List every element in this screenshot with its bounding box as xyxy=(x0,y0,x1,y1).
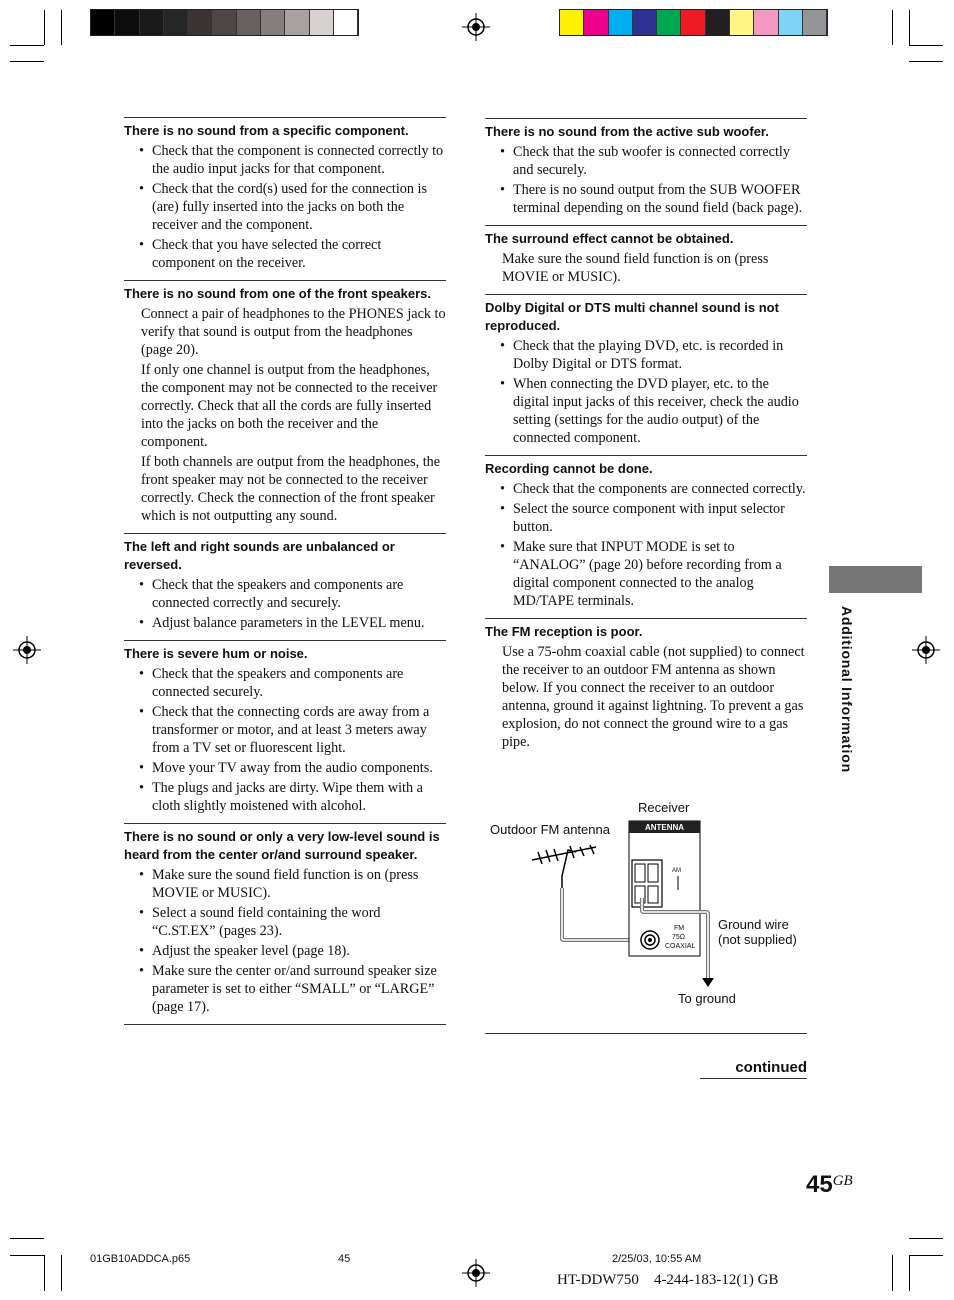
footer-model-name: HT-DDW750 xyxy=(557,1272,639,1288)
gray-swatch xyxy=(115,10,139,35)
bullet-list xyxy=(485,480,807,610)
fm-terminal-label: FM xyxy=(674,925,685,932)
gray-swatch xyxy=(334,10,358,35)
section-unbalanced-sounds xyxy=(124,533,446,640)
ground-wire-line2: (not supplied) xyxy=(718,932,797,947)
coaxial-label: COAXIAL xyxy=(665,943,696,950)
section-sub-woofer xyxy=(485,118,807,225)
section-heading: There is no sound or only a very low-level sound is heard from the center or/and surround speaker. xyxy=(124,829,440,862)
footer-date: 2/25/03, 10:55 AM xyxy=(612,1253,702,1265)
gray-swatch xyxy=(188,10,212,35)
outdoor-antenna-label: Outdoor FM antenna xyxy=(490,822,610,837)
list-item: • Move your TV away from the audio components. xyxy=(152,759,446,777)
gray-swatch xyxy=(164,10,188,35)
list-item: • Select a sound field containing the word “C.ST.EX” (pages 23). xyxy=(152,904,446,940)
page-number xyxy=(806,1166,853,1200)
list-item: • Check that the cord(s) used for the connection is (are) fully inserted into the jacks on both the receiver and the component. xyxy=(152,180,446,234)
section-fm-reception xyxy=(485,618,807,759)
list-item: • Make sure the sound field function is on (press MOVIE or MUSIC). xyxy=(152,866,446,902)
color-swatch xyxy=(681,10,705,35)
gray-swatch xyxy=(285,10,309,35)
list-item: • Check that the sub woofer is connected correctly and securely. xyxy=(513,143,807,179)
ground-wire-label xyxy=(718,917,797,947)
section-heading: Dolby Digital or DTS multi channel sound is not reproduced. xyxy=(485,300,779,333)
footer-model-code: 4-244-183-12(1) GB xyxy=(653,1272,779,1288)
list-item: • When connecting the DVD player, etc. to the digital input jacks of this receiver, check the audio setting (settings for the audio output) of the connected component. xyxy=(513,375,807,447)
footer-page: 45 xyxy=(338,1253,351,1265)
list-item: • Check that the component is connected correctly to the audio input jacks for that component. xyxy=(152,142,446,178)
list-item: • Check that the playing DVD, etc. is recorded in Dolby Digital or DTS format. xyxy=(513,337,807,373)
gray-swatch xyxy=(140,10,164,35)
section-hum-or-noise xyxy=(124,640,446,823)
registration-mark-right xyxy=(912,636,940,664)
paragraph: Make sure the sound field function is on (press MOVIE or MUSIC). xyxy=(502,251,769,285)
color-swatch xyxy=(754,10,778,35)
list-item: • Check that the speakers and components are connected correctly and securely. xyxy=(152,576,446,612)
list-item: • Make sure that INPUT MODE is set to “ANALOG” (page 20) before recording from a digital component connected to the analog MD/TAPE terminals. xyxy=(513,538,807,610)
section-heading: There is no sound from one of the front speakers. xyxy=(124,286,431,301)
to-ground-label: To ground xyxy=(678,991,736,1006)
list-item: • Check that the components are connected correctly. xyxy=(513,480,807,498)
paragraph: Use a 75-ohm coaxial cable (not supplied) to connect the receiver to an outdoor FM antenna as shown below. If you connect the receiver to an outdoor antenna, ground it against lightning. To prevent a gas explosion, do not connect the ground wire to a gas pipe. xyxy=(502,644,805,750)
gray-swatch xyxy=(91,10,115,35)
arrow-down-icon xyxy=(702,978,714,987)
section-surround-effect xyxy=(485,225,807,294)
section-no-sound-specific-component xyxy=(124,117,446,280)
color-swatch xyxy=(779,10,803,35)
right-column xyxy=(485,118,807,759)
list-item: • Select the source component with input selector button. xyxy=(513,500,807,536)
list-item: • Adjust the speaker level (page 18). xyxy=(152,942,446,960)
paragraph: If only one channel is output from the headphones, the component may not be connected to the receiver correctly. Check that all the cords are fully inserted into the jacks on both the receiver and the component. xyxy=(141,362,438,450)
grayscale-color-bar xyxy=(90,9,359,36)
process-color-bar xyxy=(559,9,828,36)
color-swatch xyxy=(730,10,754,35)
bullet-list xyxy=(485,337,807,447)
section-no-sound-front-speaker xyxy=(124,280,446,533)
color-swatch xyxy=(560,10,584,35)
list-item: • There is no sound output from the SUB WOOFER terminal depending on the sound field (back page). xyxy=(513,181,807,217)
receiver-label: Receiver xyxy=(638,800,690,815)
paragraph: Connect a pair of headphones to the PHONES jack to verify that sound is output from the headphones (page 20). xyxy=(141,306,446,358)
section-center-surround-sound xyxy=(124,823,446,1025)
paragraph: If both channels are output from the headphones, the front speaker may not be connected to the receiver correctly. Check the connection of the front speaker which is not outputting any sound. xyxy=(141,454,441,524)
am-terminal-label: AM xyxy=(672,868,681,874)
list-item: • Check that the connecting cords are away from a transformer or motor, and at least 3 meters away from a TV set or fluorescent light. xyxy=(152,703,446,757)
list-item: • The plugs and jacks are dirty. Wipe them with a cloth slightly moistened with alcohol. xyxy=(152,779,446,815)
color-swatch xyxy=(706,10,730,35)
section-heading: Recording cannot be done. xyxy=(485,461,653,476)
footer-model xyxy=(557,1271,779,1289)
color-swatch xyxy=(609,10,633,35)
bullet-list xyxy=(124,576,446,632)
section-heading: The FM reception is poor. xyxy=(485,624,643,639)
gray-swatch xyxy=(310,10,334,35)
footer-file-name: 01GB10ADDCA.p65 xyxy=(90,1253,191,1265)
color-swatch xyxy=(633,10,657,35)
list-item: • Adjust balance parameters in the LEVEL menu. xyxy=(152,614,446,632)
bullet-list xyxy=(124,866,446,1016)
section-heading: There is no sound from the active sub woofer. xyxy=(485,124,769,139)
bullet-list xyxy=(124,142,446,272)
bullet-list xyxy=(485,143,807,217)
list-item: • Check that you have selected the correct component on the receiver. xyxy=(152,236,446,272)
section-heading: The left and right sounds are unbalanced or reversed. xyxy=(124,539,395,572)
registration-mark-bottom xyxy=(462,1259,490,1287)
diagram-bottom-rule xyxy=(485,1033,807,1034)
color-swatch xyxy=(584,10,608,35)
page-number-value: 45 xyxy=(806,1171,833,1198)
section-tab xyxy=(829,566,922,593)
gray-swatch xyxy=(261,10,285,35)
impedance-label: 75Ω xyxy=(672,934,686,941)
antenna-panel-label: ANTENNA xyxy=(644,823,685,832)
list-item: • Make sure the center or/and surround speaker size parameter is set to either “SMALL” or “LARGE” (page 17). xyxy=(152,962,446,1016)
section-heading: There is severe hum or noise. xyxy=(124,646,308,661)
registration-mark-left xyxy=(13,636,41,664)
ground-wire-line1: Ground wire xyxy=(718,917,789,932)
section-recording xyxy=(485,455,807,618)
bullet-list xyxy=(124,665,446,815)
section-heading: The surround effect cannot be obtained. xyxy=(485,231,734,246)
color-swatch xyxy=(657,10,681,35)
gray-swatch xyxy=(212,10,236,35)
registration-mark-top xyxy=(462,13,490,41)
section-dolby-dts xyxy=(485,294,807,455)
section-heading: There is no sound from a specific component. xyxy=(124,123,409,138)
list-item: • Check that the speakers and components are connected securely. xyxy=(152,665,446,701)
continued-label: continued xyxy=(700,1059,807,1079)
page-number-suffix: GB xyxy=(832,1173,853,1189)
gray-swatch xyxy=(237,10,261,35)
color-swatch xyxy=(803,10,827,35)
outdoor-antenna-icon xyxy=(532,845,596,888)
left-column xyxy=(124,117,446,1025)
section-side-label: Additional Information xyxy=(839,606,855,773)
